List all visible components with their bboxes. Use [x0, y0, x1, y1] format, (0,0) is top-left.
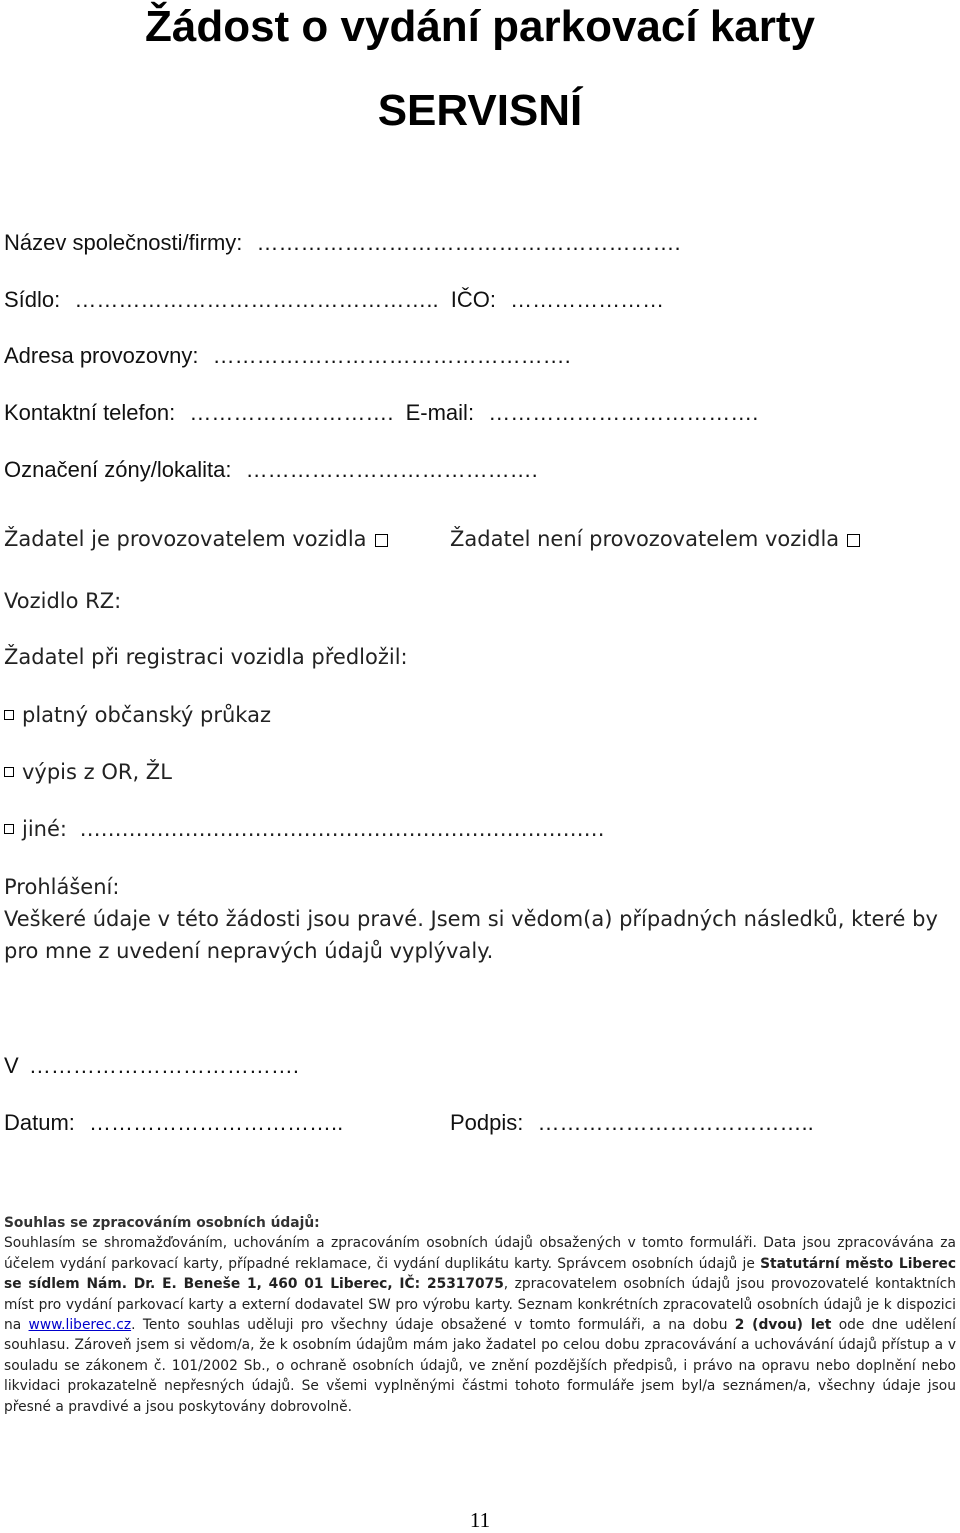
- place-row: [4, 1053, 299, 1079]
- zone-field[interactable]: ………………………………….: [245, 457, 538, 482]
- liberec-link[interactable]: www.liberec.cz: [28, 1317, 132, 1334]
- seat-field[interactable]: …………………………………………..: [74, 287, 439, 312]
- sign-field[interactable]: ………………………………..: [537, 1110, 814, 1135]
- date-row: [4, 1110, 343, 1136]
- phone-row: [4, 400, 758, 426]
- email-label: E-mail:: [405, 400, 475, 425]
- applicant-not-operator: [450, 527, 860, 551]
- phone-field[interactable]: ……………………….: [189, 400, 394, 425]
- document-subtitle: SERVISNÍ: [377, 86, 583, 135]
- zone-label: Označení zóny/lokalita:: [4, 457, 232, 482]
- consent-text: Souhlasím se shromažďováním, uchováním a zpracováním osobních údajů obsažených v tomto formuláři. Data jsou zpracovávána za účelem vydání parkovací karty, případné reklamace, či vydání duplikátu karty. Správcem osobních údajů je Statutární město Liberec se sídlem Nám. Dr. E. Beneše 1, 460 01 Liberec, IČ: 25317075, zpracovatelem osobních údajů jsou provozovatelé kontaktních míst pro vydání parkovací karty a externí dodavatel SW pro výrobu karty. Seznam konkrétních zpracovatelů osobních údajů je k dispozici na www.liberec.cz. Tento souhlas uděluji pro všechny údaje obsažené v tomto formuláři, a na dobu 2 (dvou) let ode dne udělení souhlasu. Zároveň jsem si vědom/a, že k osobním údajům mám jako žadatel po celou dobu zpracovávání a uchovávání údajů přístup a v souladu se zákonem č. 101/2002 Sb., o ochraně osobních údajů, ve znění pozdějších předpisů, i právo na opravu nebo doplnění nebo likvidaci prokazatelně nepřesných údajů. Se všemi vyplněnými částmi tohoto formuláře jsem byl/a seznámen/a, všechny údaje jsou přesné a pravdivé a jsou poskytovány dobrovolně.: [4, 1235, 956, 1415]
- sign-label: Podpis:: [450, 1110, 524, 1135]
- option-or-zl: [4, 760, 172, 784]
- declaration-text: Veškeré údaje v této žádosti jsou pravé. Jsem si vědom(a) případných následků, které by pro mne z uvedení nepravých údajů vyplývaly.: [4, 907, 938, 963]
- sign-row: [450, 1110, 814, 1136]
- seat-label: Sídlo:: [4, 287, 61, 312]
- id-card-checkbox[interactable]: [4, 710, 14, 720]
- declaration-heading: Prohlášení:: [4, 875, 120, 899]
- other-checkbox[interactable]: [4, 824, 14, 834]
- address-row: [4, 343, 571, 369]
- ico-label: IČO:: [450, 287, 496, 312]
- address-field[interactable]: ………………………………………….: [212, 343, 571, 368]
- place-field[interactable]: ……………………………….: [28, 1053, 299, 1078]
- company-label: Název společnosti/firmy:: [4, 230, 243, 255]
- or-zl-label: výpis z OR, ŽL: [22, 760, 172, 784]
- is-operator-label: Žadatel je provozovatelem vozidla: [4, 527, 367, 551]
- company-row: [4, 230, 681, 256]
- not-operator-label: Žadatel není provozovatelem vozidla: [450, 527, 840, 551]
- consent-section: [4, 1213, 956, 1417]
- or-zl-checkbox[interactable]: [4, 767, 14, 777]
- other-field[interactable]: …………………………………………………………………: [79, 817, 605, 841]
- place-label: V: [4, 1053, 19, 1078]
- id-card-label: platný občanský průkaz: [22, 703, 271, 727]
- phone-label: Kontaktní telefon:: [4, 400, 176, 425]
- not-operator-checkbox[interactable]: [847, 534, 860, 547]
- consent-duration: 2 (dvou) let: [734, 1317, 832, 1334]
- vehicle-rz-label: Vozidlo RZ:: [4, 589, 122, 613]
- seat-row: [4, 287, 664, 313]
- zone-row: [4, 457, 538, 483]
- date-field[interactable]: ……………………………..: [89, 1110, 344, 1135]
- presented-label: Žadatel při registraci vozidla předložil:: [4, 645, 408, 669]
- email-field[interactable]: ……………………………….: [488, 400, 759, 425]
- option-other: [4, 817, 605, 841]
- address-label: Adresa provozovny:: [4, 343, 199, 368]
- other-label: jiné:: [22, 817, 67, 841]
- company-field[interactable]: ………………………………………………….: [256, 230, 681, 255]
- consent-heading: Souhlas se zpracováním osobních údajů:: [4, 1215, 320, 1231]
- page-number: 11: [469, 1508, 491, 1532]
- controller-name: Statutární město Liberec se sídlem Nám. Dr. E. Beneše 1, 460 01 Liberec, IČ: 25317075: [4, 1255, 956, 1293]
- date-label: Datum:: [4, 1110, 75, 1135]
- ico-field[interactable]: …………………: [510, 287, 665, 312]
- option-id-card: [4, 703, 271, 727]
- document-title: Žádost o vydání parkovací karty: [144, 2, 816, 51]
- applicant-is-operator: [4, 527, 388, 551]
- is-operator-checkbox[interactable]: [375, 534, 388, 547]
